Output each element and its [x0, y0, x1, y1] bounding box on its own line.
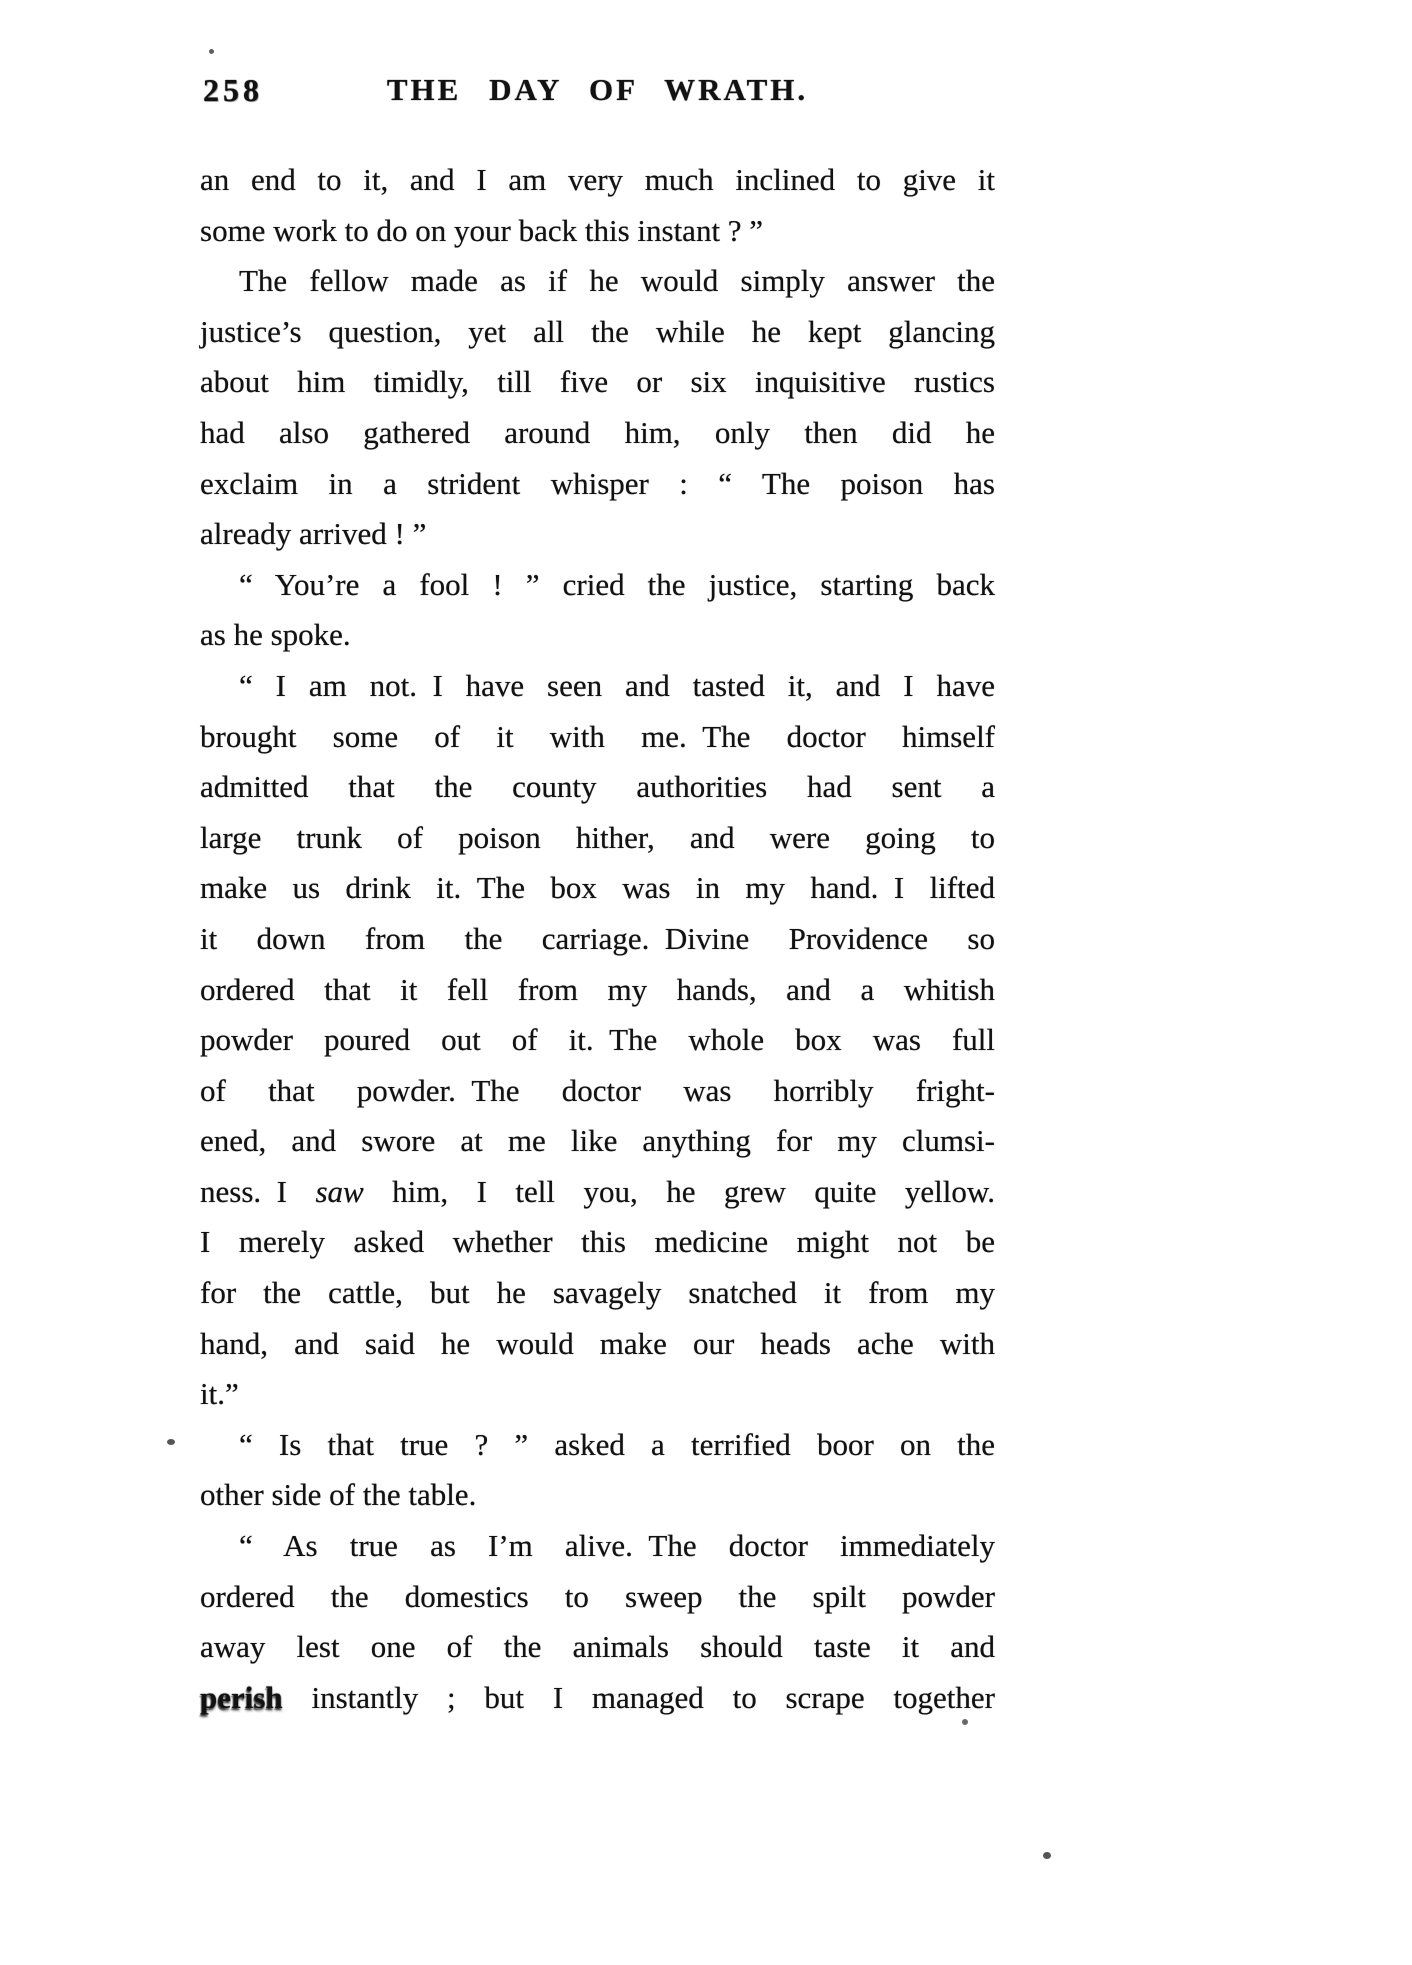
page-number: 258	[203, 72, 263, 108]
text-line: large trunk of poison hither, and were going to	[200, 819, 995, 855]
text-line: admitted that the county authorities had sent a	[200, 769, 995, 805]
text-line: “ Is that true ? ” asked a terrified boor on the	[239, 1426, 995, 1462]
text-line: powder poured out of it. The whole box was full	[200, 1022, 995, 1058]
text-line: had also gathered around him, only then did he	[200, 414, 995, 450]
text-line: it.”	[200, 1376, 239, 1412]
scan-speck	[1043, 1852, 1051, 1859]
scan-speck	[962, 1719, 968, 1725]
text-line: hand, and said he would make our heads ache with	[200, 1325, 995, 1361]
text-line: I merely asked whether this medicine might not be	[200, 1224, 995, 1260]
text-line: “ As true as I’m alive. The doctor immediately	[239, 1528, 995, 1564]
text-line: about him timidly, till five or six inquisitive rustics	[200, 364, 995, 400]
body-text	[200, 155, 995, 1723]
text-line: for the cattle, but he savagely snatched it from my	[200, 1275, 995, 1311]
text-line: ened, and swore at me like anything for my clumsi-	[200, 1123, 995, 1159]
scan-speck	[209, 49, 214, 54]
text-line: some work to do on your back this instant ? ”	[200, 212, 764, 248]
scan-speck	[167, 1439, 175, 1445]
text-line: “ I am not. I have seen and tasted it, and I have	[239, 667, 995, 703]
text-line: “ You’re a fool ! ” cried the justice, starting back	[239, 566, 995, 602]
page-header	[200, 72, 995, 116]
text-line: justice’s question, yet all the while he kept glancing	[200, 313, 995, 349]
text-line: make us drink it. The box was in my hand. I lifted	[200, 870, 995, 906]
text-line: ordered the domestics to sweep the spilt powder	[200, 1578, 995, 1614]
text-line: ness. I saw him, I tell you, he grew quite yellow.	[200, 1173, 995, 1209]
text-line: brought some of it with me. The doctor himself	[200, 718, 995, 754]
text-line: ordered that it fell from my hands, and a whitish	[200, 971, 995, 1007]
text-line: other side of the table.	[200, 1477, 477, 1513]
text-line: The fellow made as if he would simply answer the	[239, 263, 995, 299]
text-line: an end to it, and I am very much inclined to give it	[200, 162, 995, 197]
text-line: perish instantly ; but I managed to scrape together	[200, 1679, 995, 1715]
text-line: already arrived ! ”	[200, 516, 427, 552]
text-line: it down from the carriage. Divine Providence so	[200, 920, 995, 956]
text-line: exclaim in a strident whisper : “ The poison has	[200, 465, 995, 501]
text-line: of that powder. The doctor was horribly fright-	[200, 1072, 995, 1108]
running-title: THE DAY OF WRATH.	[386, 72, 809, 107]
text-line: as he spoke.	[200, 617, 351, 653]
text-line: away lest one of the animals should taste it and	[200, 1629, 995, 1665]
